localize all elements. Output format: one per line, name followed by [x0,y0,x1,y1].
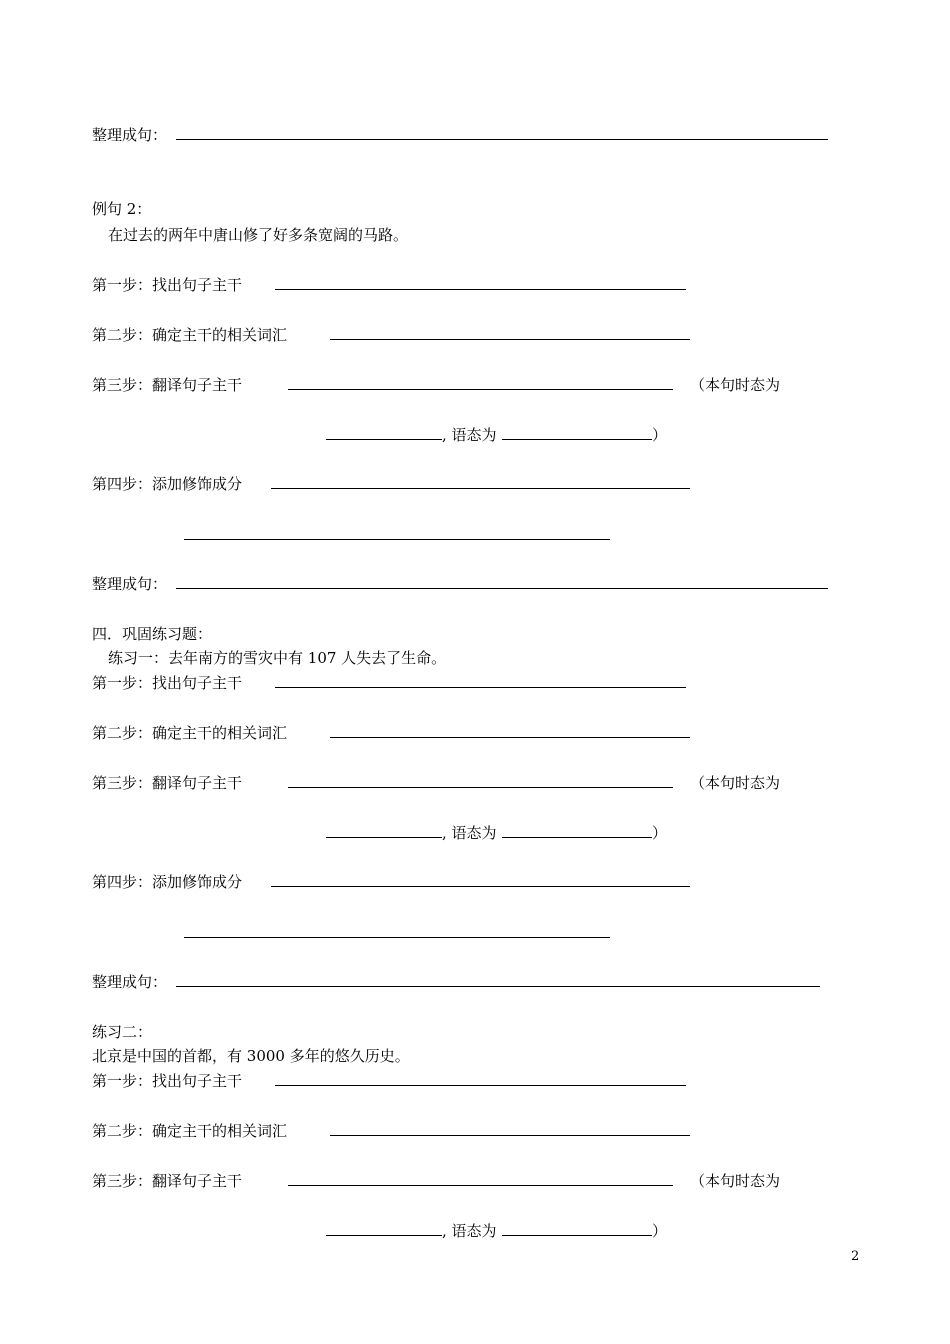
p1-organize-label: 整理成句： [92,973,168,991]
ex2-voice-blank[interactable] [502,439,652,440]
ex2-close-paren: ） [652,426,668,444]
p1-step4-blank[interactable] [271,886,690,887]
example2-heading: 例句 2： [92,200,152,218]
example2-sentence: 在过去的两年中唐山修了好多条宽阔的马路。 [108,226,409,244]
ex2-step4-blank[interactable] [271,488,690,489]
p2-step3-label: 第三步：翻译句子主干 [92,1172,243,1190]
ex2-step4-blank-2[interactable] [184,539,610,540]
p1-step3-blank[interactable] [288,787,673,788]
p2-voice-label: , 语态为 [442,1222,497,1240]
practice1-sentence: 练习一：去年南方的雪灾中有 107 人失去了生命。 [108,649,447,667]
p2-voice-blank[interactable] [502,1235,652,1236]
ex2-step3-blank[interactable] [288,389,673,390]
ex2-organize-label: 整理成句： [92,575,168,593]
p1-step3-label: 第三步：翻译句子主干 [92,774,243,792]
p1-step2-label: 第二步：确定主干的相关词汇 [92,724,288,742]
ex2-step2-blank[interactable] [330,339,690,340]
ex2-tense-label: （本句时态为 [690,376,781,394]
p1-voice-label: , 语态为 [442,824,497,842]
p1-organize-blank[interactable] [176,986,820,987]
p2-step1-blank[interactable] [275,1085,686,1086]
organize-label: 整理成句： [92,126,168,144]
p2-step2-label: 第二步：确定主干的相关词汇 [92,1122,288,1140]
p2-step3-blank[interactable] [288,1185,673,1186]
ex2-organize-blank[interactable] [176,588,828,589]
ex2-step1-label: 第一步：找出句子主干 [92,276,243,294]
ex2-step2-label: 第二步：确定主干的相关词汇 [92,326,288,344]
p2-step2-blank[interactable] [330,1135,690,1136]
ex2-tense-blank[interactable] [326,439,442,440]
p1-tense-label: （本句时态为 [690,774,781,792]
practice2-sentence: 北京是中国的首都，有 3000 多年的悠久历史。 [92,1047,410,1065]
p2-tense-blank[interactable] [326,1235,442,1236]
organize-blank[interactable] [176,139,828,140]
p1-step4-blank-2[interactable] [184,937,610,938]
ex2-voice-label: , 语态为 [442,426,497,444]
p1-step1-label: 第一步：找出句子主干 [92,674,243,692]
p1-step4-label: 第四步：添加修饰成分 [92,873,243,891]
ex2-step3-label: 第三步：翻译句子主干 [92,376,243,394]
p1-step2-blank[interactable] [330,737,690,738]
p1-voice-blank[interactable] [502,837,652,838]
p2-tense-label: （本句时态为 [690,1172,781,1190]
p1-tense-blank[interactable] [326,837,442,838]
section4-heading: 四．巩固练习题： [92,625,213,643]
practice2-heading: 练习二： [92,1023,153,1041]
p1-close-paren: ） [652,824,668,842]
ex2-step1-blank[interactable] [275,289,686,290]
p2-close-paren: ） [652,1222,668,1240]
page-number: 2 [851,1249,860,1264]
p1-step1-blank[interactable] [275,687,686,688]
ex2-step4-label: 第四步：添加修饰成分 [92,475,243,493]
p2-step1-label: 第一步：找出句子主干 [92,1072,243,1090]
